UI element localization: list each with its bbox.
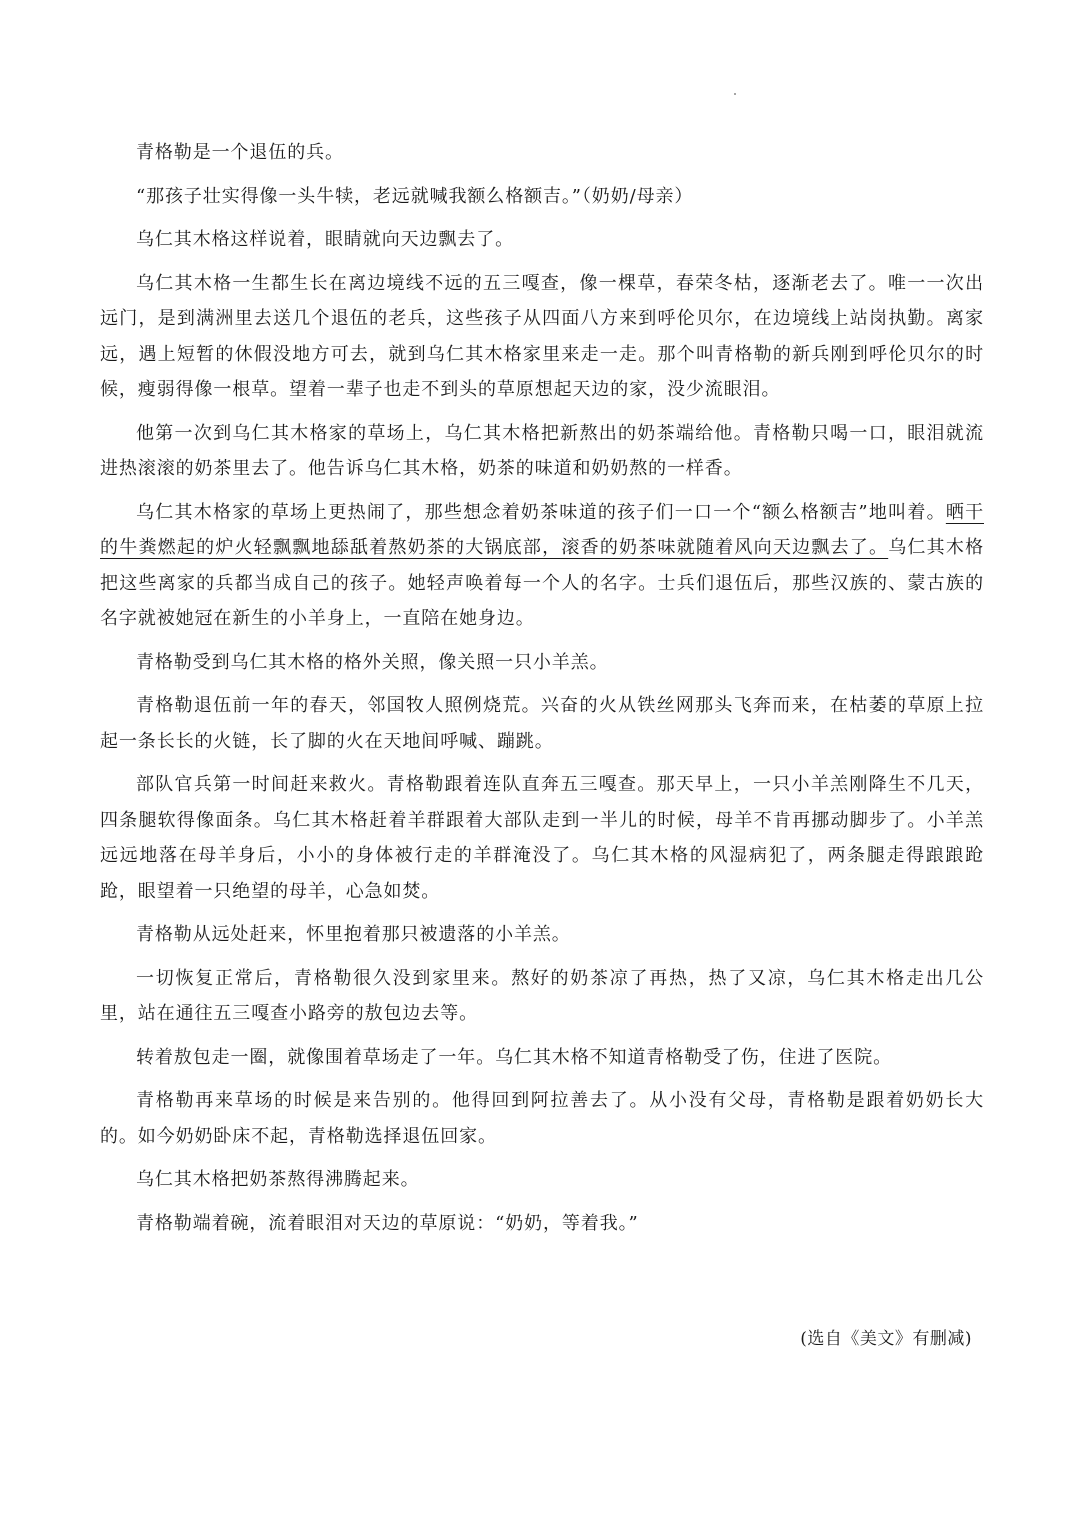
- paragraph-2: “那孩子壮实得像一头牛犊，老远就喊我额么格额吉。”（奶奶/母亲）: [136, 185, 694, 207]
- underlined-sentence: 晒干的牛粪燃起的炉火轻飘飘地舔舐着熬奶茶的大锅底部，滚香的奶茶味就随着风向天边飘去了。: [100, 501, 984, 558]
- paragraph-12: 转着敖包走一圈，就像围着草场走了一年。乌仁其木格不知道青格勒受了伤，住进了医院。: [136, 1046, 892, 1068]
- paragraph-1: 青格勒是一个退伍的兵。: [136, 142, 344, 163]
- paragraph-6-intro: 乌仁其木格家的草场上更热闹了，那些想念着奶茶味道的孩子们一口一个“额么格额吉”地叫着。: [136, 501, 946, 523]
- paragraph-6-rest: 乌仁其木格把这些离家的兵都当成自己的孩子。她轻声唤着每一个人的名字。士兵们退伍后，那些汉族的、蒙古族的名字就被她冠在新生的小羊身上，一直陪在她身边。: [100, 537, 985, 629]
- paragraph-11: 一切恢复正常后，青格勒很久没到家里来。熬好的奶茶凉了再热，热了又凉，乌仁其木格走出几公里，站在通往五三嘎查小路旁的敖包边去等。: [100, 967, 984, 1024]
- paragraph-8: 青格勒退伍前一年的春天，邻国牧人照例烧荒。兴奋的火从铁丝网那头飞奔而来，在枯萎的草原上拉起一条长长的火链，长了脚的火在天地间呼喊、蹦跳。: [100, 695, 984, 752]
- paragraph-9: 部队官兵第一时间赶来救火。青格勒跟着连队直奔五三嘎查。那天早上，一只小羊羔刚降生不几天，四条腿软得像面条。乌仁其木格赶着羊群跟着大部队走到一半儿的时候，母羊不肯再挪动脚步了。小羊羔远远地落在母羊身后，小小的身体被行走的羊群淹没了。乌仁其木格的风湿病犯了，两条腿走得踉踉跄跄，眼望着一只绝望的母羊，心急如焚。: [100, 774, 984, 902]
- article-body: [100, 135, 984, 1249]
- paragraph-4: 乌仁其木格一生都生长在离边境线不远的五三嘎查，像一棵草，春荣冬枯，逐渐老去了。唯一一次出远门，是到满洲里去送几个退伍的老兵，这些孩子从四面八方来到呼伦贝尔，在边境线上站岗执勤。离家远，遇上短暂的休假没地方可去，就到乌仁其木格家里来走一走。那个叫青格勒的新兵刚到呼伦贝尔的时候，瘦弱得像一根草。望着一辈子也走不到头的草原想起天边的家，没少流眼泪。: [100, 272, 984, 400]
- paragraph-3: 乌仁其木格这样说着，眼睛就向天边飘去了。: [136, 229, 514, 250]
- paragraph-7: 青格勒受到乌仁其木格的格外关照，像关照一只小羊羔。: [136, 651, 609, 673]
- scan-speck: [734, 93, 736, 95]
- paragraph-6: [100, 495, 984, 637]
- paragraph-13: 青格勒再来草场的时候是来告别的。他得回到阿拉善去了。从小没有父母，青格勒是跟着奶奶长大的。如今奶奶卧床不起，青格勒选择退伍回家。: [100, 1090, 984, 1147]
- paragraph-5: 他第一次到乌仁其木格家的草场上，乌仁其木格把新熬出的奶茶端给他。青格勒只喝一口，眼泪就流进热滚滚的奶茶里去了。他告诉乌仁其木格，奶茶的味道和奶奶熬的一样香。: [100, 422, 984, 479]
- paragraph-15: 青格勒端着碗，流着眼泪对天边的草原说：“奶奶，等着我。”: [136, 1212, 639, 1234]
- paragraph-14: 乌仁其木格把奶茶熬得沸腾起来。: [136, 1169, 420, 1190]
- paragraph-10: 青格勒从远处赶来，怀里抱着那只被遗落的小羊羔。: [136, 924, 571, 945]
- source-citation: (选自《美文》有删减): [800, 1329, 972, 1349]
